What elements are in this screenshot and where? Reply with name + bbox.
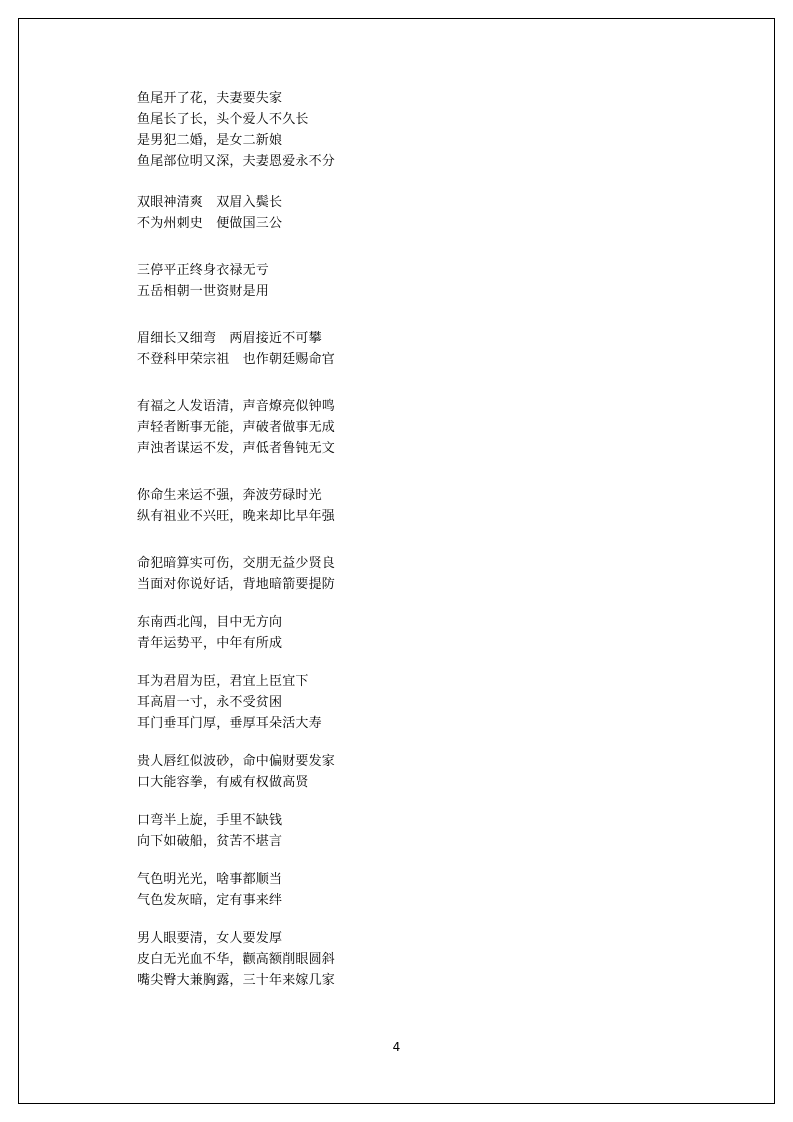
text-line: 五岳相朝一世资财是用 [137, 284, 270, 299]
text-line: 鱼尾部位明又深，夫妻恩爱永不分 [137, 154, 336, 169]
text-line: 眉细长又细弯 两眉接近不可攀 [137, 331, 322, 346]
text-line: 不为州刺史 便做国三公 [137, 216, 283, 231]
stanza [137, 88, 567, 172]
page-number: 4 [392, 1040, 401, 1054]
text-line: 声浊者谋运不发，声低者鲁钝无文 [137, 441, 336, 456]
text-line: 嘴尖臀大兼胸露，三十年来嫁几家 [137, 973, 336, 988]
text-line: 不登科甲荣宗祖 也作朝廷赐命官 [137, 352, 336, 367]
text-line: 青年运势平，中年有所成 [137, 636, 283, 651]
text-line: 耳为君眉为臣，君宜上臣宜下 [137, 674, 309, 689]
stanza [137, 671, 567, 734]
text-line: 气色明光光，啥事都顺当 [137, 872, 283, 887]
text-line: 三停平正终身衣禄无亏 [137, 263, 270, 278]
text-line: 口弯半上旋，手里不缺钱 [137, 813, 283, 828]
text-line: 向下如破船，贫苦不堪言 [137, 834, 283, 849]
text-line: 你命生来运不强，奔波劳碌时光 [137, 488, 322, 503]
stanza [137, 810, 567, 852]
stanza [137, 396, 567, 459]
text-line: 是男犯二婚，是女二新娘 [137, 133, 283, 148]
stanza [137, 260, 567, 302]
text-line: 当面对你说好话，背地暗箭要提防 [137, 577, 336, 592]
text-line: 男人眼要清，女人要发厚 [137, 931, 283, 946]
text-line: 鱼尾开了花，夫妻要失家 [137, 91, 283, 106]
text-line: 双眼神清爽 双眉入鬓长 [137, 195, 283, 210]
text-line: 鱼尾长了长，头个爱人不久长 [137, 112, 309, 127]
text-line: 气色发灰暗，定有事来绊 [137, 893, 283, 908]
text-line: 声轻者断事无能，声破者做事无成 [137, 420, 336, 435]
stanza [137, 485, 567, 527]
text-line: 耳高眉一寸，永不受贫困 [137, 695, 283, 710]
text-line: 口大能容拳，有威有权做高贤 [137, 775, 309, 790]
stanza [137, 928, 567, 991]
text-line: 纵有祖业不兴旺，晚来却比早年强 [137, 509, 336, 524]
text-line: 贵人唇红似波砂，命中偏财要发家 [137, 754, 336, 769]
stanza [137, 328, 567, 370]
stanza [137, 192, 567, 234]
text-line: 命犯暗算实可伤，交朋无益少贤良 [137, 556, 336, 571]
stanza [137, 869, 567, 911]
text-line: 耳门垂耳门厚，垂厚耳朵活大寿 [137, 716, 322, 731]
stanza [137, 612, 567, 654]
stanza [137, 751, 567, 793]
text-line: 东南西北闯，目中无方向 [137, 615, 283, 630]
stanza [137, 553, 567, 595]
text-line: 皮白无光血不华，颧高额削眼圆斜 [137, 952, 336, 967]
page-content [137, 88, 567, 1011]
text-line: 有福之人发语清，声音燎亮似钟鸣 [137, 399, 336, 414]
